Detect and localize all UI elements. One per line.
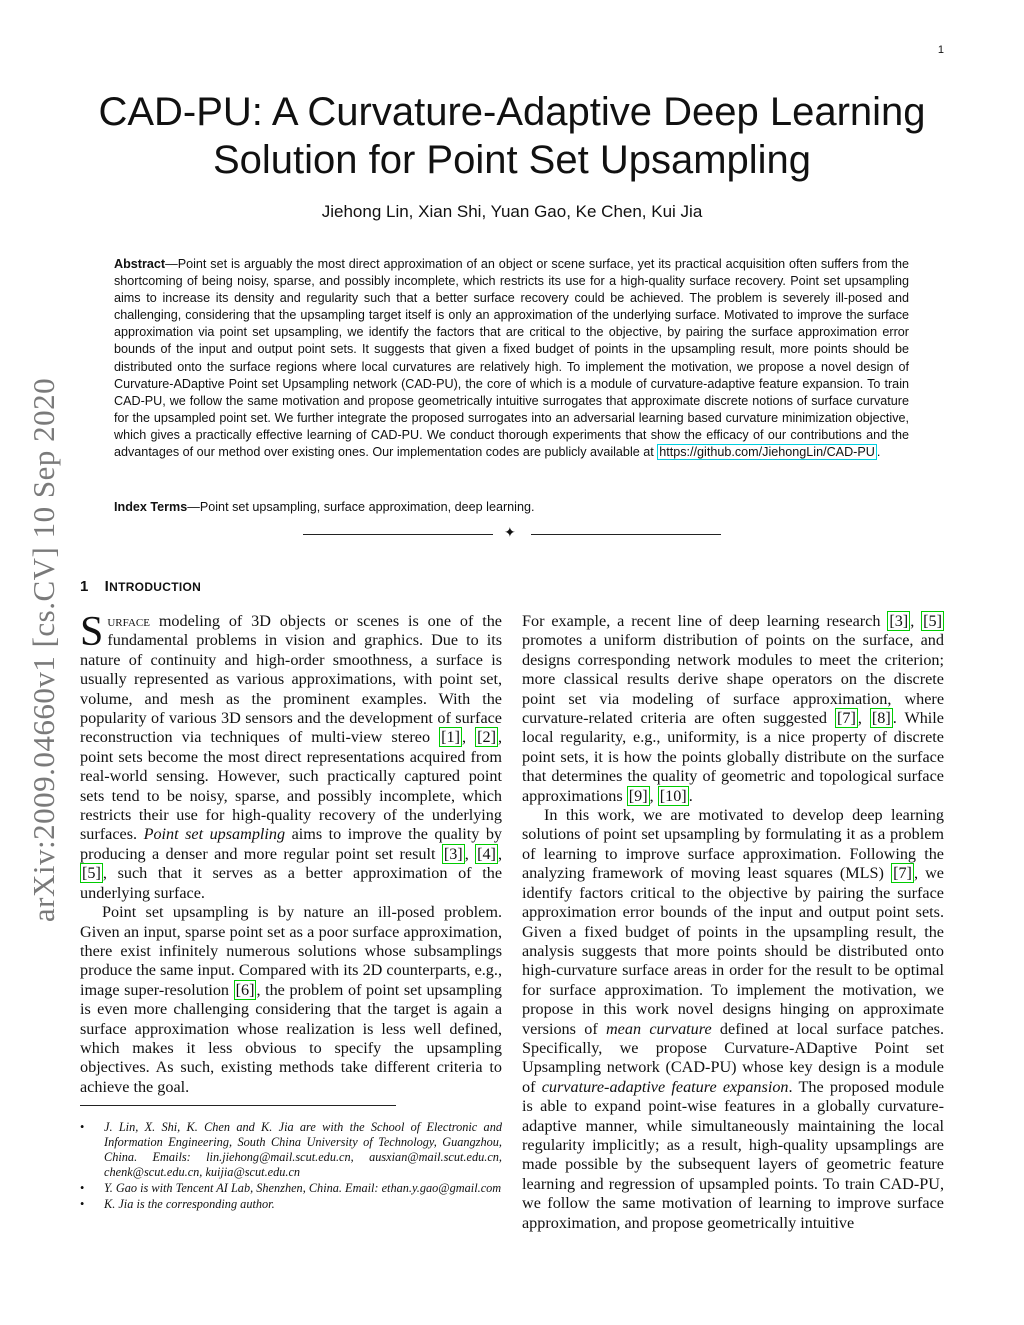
citation-2[interactable]: [2] xyxy=(477,728,496,747)
citation-3[interactable]: [3] xyxy=(443,844,463,863)
section-number: 1 xyxy=(80,578,89,595)
footnote-corresponding: • K. Jia is the corresponding author. xyxy=(80,1197,502,1212)
text-run: defined at local surface patches. Specifically, we propose Curvature-ADaptive Point set Upsampling network (CAD-PU) whose key design is a module of xyxy=(522,1019,944,1096)
citation-10[interactable]: [10] xyxy=(659,786,687,805)
intro-paragraph-3 xyxy=(522,612,944,806)
separator-line-left xyxy=(303,534,493,535)
dropcap: S xyxy=(80,609,104,655)
intro-paragraph-2 xyxy=(80,903,502,1097)
intro-paragraph-4 xyxy=(522,806,944,1233)
footnote-rule xyxy=(80,1105,396,1106)
citation-5[interactable]: [5] xyxy=(923,612,942,630)
text-run: . While local regularity, e.g., uniformity, is a nice property of discrete point sets, it is how the points globally distribute on the surface that determines the quality of geometric and topological surface approximations xyxy=(522,709,944,805)
abstract-text: —Point set is arguably the most direct approximation of an object or scene surface, yet its practical acquisition often suffers from the shortcoming of being noisy, sparse, and possibly incomplete, which restricts its use for a high-quality surface recovery. Point set upsampling aims to increase its density and regularity such that a better surface recovery could be achieved. The problem is severely ill-posed and challenging, considering that the upsampling target itself is only an approximation of the underlying surface. Motivated to improve the surface approximation via point set upsampling, we identify the factors that are critical to the objective, by pairing the surface approximation error bounds of the input and output point sets. It suggests that given a fixed budget of points in the upsampling result, more points should be distributed onto the surface regions where local curvatures are relatively high. To implement the motivation, we propose a novel design of Curvature-ADaptive Point set Upsampling network (CAD-PU), the core of which is a module of curvature-adaptive feature expansion. To train CAD-PU, we follow the same motivation and propose geometrically intuitive surrogates that approximate discrete notions of surface curvature for the upsampled point set. We further integrate the proposed surrogates into an adversarial learning based curvature minimization objective, which gives a practically effective learning of CAD-PU. We conduct thorough experiments that show the efficacy of our contributions and the advantages of our method over existing ones. Our implementation codes are publicly available at xyxy=(114,257,909,460)
abstract xyxy=(114,256,909,461)
citation-8[interactable]: [8] xyxy=(871,709,891,728)
index-terms xyxy=(114,500,909,514)
text-run: , xyxy=(649,786,658,805)
emphasis: Point set upsampling xyxy=(143,825,286,844)
arxiv-stamp-text: arXiv:2009.04660v1 [cs.CV] 10 Sep 2020 xyxy=(26,377,61,923)
text-run: . xyxy=(688,786,693,805)
citation-4[interactable]: [4] xyxy=(477,844,496,863)
citation-7[interactable]: [7] xyxy=(893,864,912,883)
text-run: , xyxy=(461,728,476,747)
index-terms-label: Index Terms xyxy=(114,500,188,514)
citation-6[interactable]: [6] xyxy=(235,980,255,999)
footnote-gao: • Y. Gao is with Tencent AI Lab, Shenzhen, China. Email: ethan.y.gao@gmail.com xyxy=(80,1181,502,1196)
text-run: promotes a uniform distribution of points on the surface, and designs corresponding network modules to meet the criterion; more classical results derive shape operators on the discrete point set via modeling of surface approximation, where curvature-related criteria are often suggested xyxy=(522,631,944,728)
text-run: aims to improve the quality by producing a denser and more regular point set result xyxy=(80,825,503,863)
text-run: , xyxy=(910,612,922,630)
section-title-rest: NTRODUCTION xyxy=(109,580,202,594)
citation-5[interactable]: [5] xyxy=(82,864,101,883)
text-run: Point set upsampling is by nature an ill-posed problem. Given an input, sparse point set as a poor surface approximation, there exist infinitely numerous solutions whose subsamplings produce the same input. Compared with its 2D counterparts, e.g., image super-resolution xyxy=(80,903,502,999)
left-column xyxy=(80,609,503,1097)
separator-line-right xyxy=(531,534,721,535)
section-title-initial: I xyxy=(104,578,110,595)
text-run: For example, a recent line of deep learning research xyxy=(522,612,888,630)
abstract-label: Abstract xyxy=(114,257,166,271)
citation-9[interactable]: [9] xyxy=(628,786,648,805)
index-terms-text: —Point set upsampling, surface approximation, deep learning. xyxy=(187,500,535,514)
text-run: . The proposed module is able to expand point-wise features in a globally curvature-adaptive manner, while simultaneously maintaining the local regularity implicitly; as a result, high-quality upsamplings are made possible by the subsequent layers of geometric feature learning and regression of upsampled points. To train CAD-PU, we follow the same motivation of learning to improve surface approximation, and propose geometrically intuitive xyxy=(522,1077,944,1232)
citation-3[interactable]: [3] xyxy=(889,612,909,630)
footnote-affiliation: • J. Lin, X. Shi, K. Chen and K. Jia are with the School of Electronic and Information Engineering, South China University of Technology, Guangzhou, China. Emails: lin.jiehong@mail.scut.edu.cn, ausxian@mail.scut.edu.cn, chenk@scut.edu.cn, kuijia@scut.edu.cn xyxy=(80,1120,502,1180)
text-run: , we identify factors critical to the objective by pairing the surface approximation error bounds of the input and output point sets. Given a fixed budget of points in the upsampling result, the analysis suggests that more points should be distributed onto high-curvature surface areas in order for the result to be optimal for surface approximation. To implement the motivation, we propose in this work novel designs hinging on approximate versions of xyxy=(522,864,944,1038)
page-number: 1 xyxy=(937,44,944,56)
text-run: , such that it serves as a better approximation of the underlying surface. xyxy=(80,864,502,902)
emphasis: curvature-adaptive feature expansion xyxy=(541,1077,789,1096)
emphasis: mean curvature xyxy=(605,1019,712,1038)
dropcap-continuation: urface xyxy=(107,612,150,630)
citation-1[interactable]: [1] xyxy=(441,728,460,747)
abstract-end: . xyxy=(876,445,881,460)
section-heading-introduction xyxy=(80,578,201,595)
text-run: , xyxy=(857,709,870,728)
footnotes xyxy=(80,1120,502,1213)
arxiv-stamp xyxy=(8,350,80,950)
author-list: Jiehong Lin, Xian Shi, Yuan Gao, Ke Chen, Kui Jia xyxy=(321,202,703,221)
text-run: , the problem of point set upsampling is even more challenging considering that the target is again a surface approximation whose realization is less well defined, which makes it less obvious to specify the upsampling objectives. As such, existing methods take different criteria to achieve the goal. xyxy=(80,980,502,1096)
text-run: modeling of 3D objects or scenes is one of the fundamental problems in vision and graphics. Due to its nature of continuity and high-order smoothness, a surface is usually represented as various approximations, with point set, volume, and mesh as the prominent examples. With the popularity of various 3D sensors and the development of surface reconstruction via techniques of multi-view stereo xyxy=(80,612,502,747)
code-link[interactable]: https://github.com/JiehongLin/CAD-PU xyxy=(659,445,875,460)
text-run: , xyxy=(464,844,476,863)
citation-7[interactable]: [7] xyxy=(836,709,856,728)
text-run: , xyxy=(497,844,502,863)
separator-diamond-icon: ✦ xyxy=(504,525,516,541)
text-run: In this work, we are motivated to develop deep learning solutions of point set upsampling by formulating it as a problem of learning to improve surface approximation. Following the analyzing framework of moving least squares (MLS) xyxy=(522,806,944,883)
text-run: , point sets become the most direct representations acquired from real-world sensing. However, such practically captured point sets tend to be noisy, sparse, and possibly incomplete, which restricts their use for high-quality recovery of the underlying surfaces. xyxy=(80,728,503,844)
intro-paragraph-1 xyxy=(80,609,503,903)
right-column xyxy=(522,612,944,1233)
paper-title: CAD-PU: A Curvature-Adaptive Deep Learning Solution for Point Set Upsampling xyxy=(98,90,926,182)
